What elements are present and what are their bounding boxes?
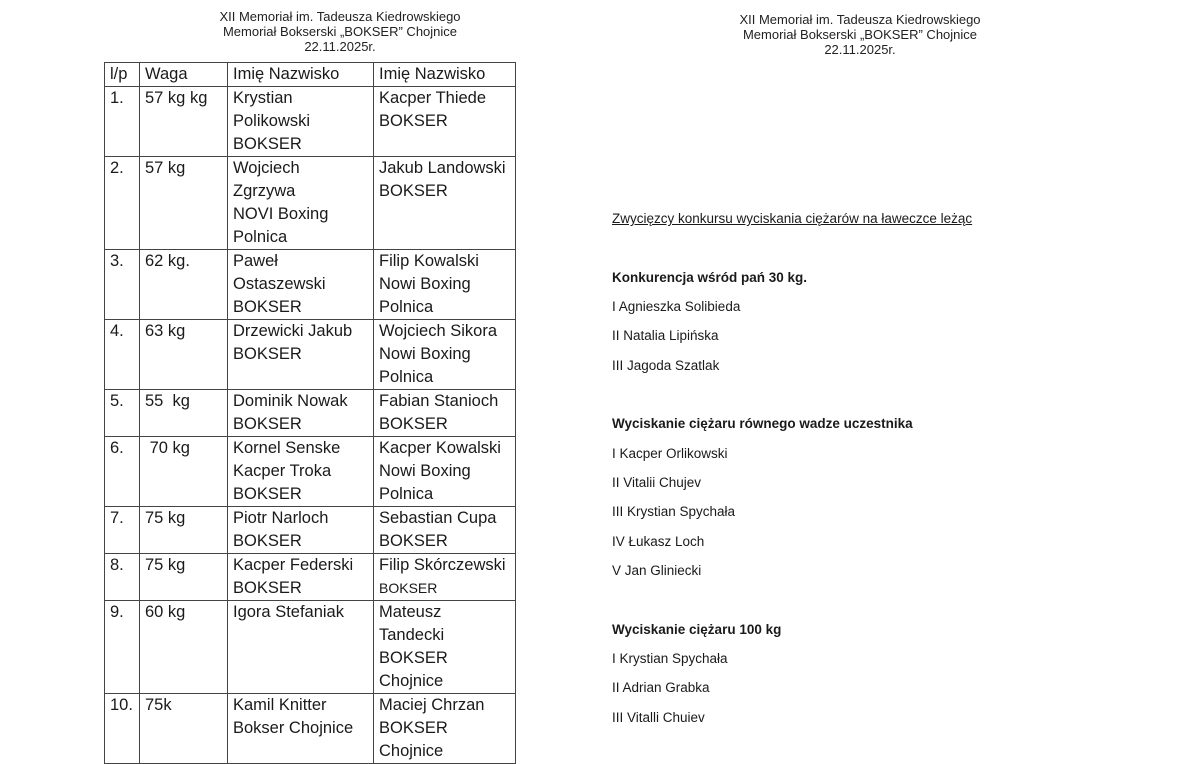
cell-line: NOVI Boxing [233, 205, 329, 223]
cell-line: Kacper Thiede [379, 89, 487, 107]
cell-line: Igora Stefaniak [233, 603, 344, 621]
group-title-bodyweight: Wyciskanie ciężaru równego wadze uczestnika [612, 416, 913, 431]
cell-line: BOKSER [233, 485, 302, 503]
cell-line: Nowi Boxing [379, 462, 471, 480]
header-lp: l/p [105, 63, 140, 87]
cell-boxer-1 [228, 390, 374, 437]
cell-boxer-1 [228, 507, 374, 554]
winner-item: I Krystian Spychała [612, 651, 728, 666]
header-name-1: Imię Nazwisko [228, 63, 374, 87]
cell-lp: 5. [105, 390, 140, 437]
cell-boxer-2 [374, 507, 516, 554]
cell-line: Wojciech [233, 159, 300, 177]
cell-lp: 10. [105, 694, 140, 764]
cell-line: Chojnice [379, 742, 444, 760]
cell-boxer-1 [228, 157, 374, 250]
table-row [105, 87, 516, 157]
table-row [105, 320, 516, 390]
cell-boxer-2 [374, 601, 516, 694]
winner-item: III Jagoda Szatlak [612, 358, 720, 373]
winner-item: I Kacper Orlikowski [612, 446, 728, 461]
cell-line: BOKSER [233, 415, 302, 433]
heading-subtitle: Memoriał Bokserski „BOKSER” Chojnice [222, 24, 458, 39]
cell-line: Maciej Chrzan [379, 696, 485, 714]
winner-item: IV Łukasz Loch [612, 534, 705, 549]
cell-line: Kacper Kowalski [379, 439, 501, 457]
cell-line: Drzewicki Jakub [233, 322, 353, 340]
cell-boxer-2 [374, 157, 516, 250]
cell-line: Chojnice [379, 672, 444, 690]
winner-item: II Adrian Grabka [612, 680, 710, 695]
cell-boxer-2 [374, 390, 516, 437]
table-row [105, 250, 516, 320]
cell-line: Kacper Federski [233, 556, 354, 574]
cell-waga: 75k [140, 694, 228, 764]
cell-line: Polnica [233, 228, 288, 246]
cell-boxer-1 [228, 601, 374, 694]
heading-title: XII Memoriał im. Tadeusza Kiedrowskiego [739, 12, 981, 27]
group-title-100kg: Wyciskanie ciężaru 100 kg [612, 622, 782, 637]
table-row [105, 507, 516, 554]
header-waga: Waga [140, 63, 228, 87]
cell-boxer-2 [374, 250, 516, 320]
winner-item: III Vitalli Chuiev [612, 710, 705, 725]
cell-lp: 3. [105, 250, 140, 320]
cell-waga: 70 kg [140, 437, 228, 507]
cell-line: Polikowski [233, 112, 311, 130]
left-page-heading [160, 9, 520, 54]
cell-boxer-2 [374, 437, 516, 507]
cell-line: BOKSER [233, 135, 302, 153]
cell-boxer-1 [228, 694, 374, 764]
cell-line: BOKSER [233, 532, 302, 550]
cell-line: Mateusz [379, 603, 442, 621]
cell-lp: 6. [105, 437, 140, 507]
cell-boxer-2 [374, 694, 516, 764]
cell-boxer-2 [374, 554, 516, 601]
cell-boxer-2 [374, 87, 516, 157]
heading-date: 22.11.2025r. [304, 39, 376, 54]
cell-line: Polnica [379, 298, 434, 316]
right-page-heading [680, 12, 1040, 57]
cell-boxer-2 [374, 320, 516, 390]
cell-waga: 55 kg [140, 390, 228, 437]
winner-item: II Natalia Lipińska [612, 328, 719, 343]
cell-line: Sebastian Cupa [379, 509, 497, 527]
cell-boxer-1 [228, 250, 374, 320]
table-row [105, 157, 516, 250]
cell-line: BOKSER [379, 182, 448, 200]
cell-line: BOKSER [379, 532, 448, 550]
header-name-2: Imię Nazwisko [374, 63, 516, 87]
table-row [105, 694, 516, 764]
cell-line: Kamil Knitter [233, 696, 327, 714]
winner-item: I Agnieszka Solibieda [612, 299, 741, 314]
cell-boxer-1 [228, 437, 374, 507]
cell-line: Piotr Narloch [233, 509, 329, 527]
heading-subtitle: Memoriał Bokserski „BOKSER” Chojnice [742, 27, 978, 42]
cell-line: Bokser Chojnice [233, 719, 354, 737]
cell-waga: 57 kg kg [140, 87, 228, 157]
cell-line: Zgrzywa [233, 182, 296, 200]
cell-boxer-1 [228, 554, 374, 601]
cell-line: Nowi Boxing [379, 275, 471, 293]
cell-line: BOKSER [233, 345, 302, 363]
cell-line: Dominik Nowak [233, 392, 348, 410]
cell-waga: 75 kg [140, 507, 228, 554]
cell-line: Filip Kowalski [379, 252, 479, 270]
heading-title: XII Memoriał im. Tadeusza Kiedrowskiego [219, 9, 461, 24]
group-title-women-30kg: Konkurencja wśród pań 30 kg. [612, 270, 808, 285]
winner-item: III Krystian Spychała [612, 504, 736, 519]
cell-line: BOKSER [379, 580, 438, 596]
cell-boxer-1 [228, 87, 374, 157]
table-row [105, 601, 516, 694]
cell-line: Wojciech Sikora [379, 322, 497, 340]
cell-line: Krystian [233, 89, 293, 107]
cell-line: Ostaszewski [233, 275, 326, 293]
cell-line: Polnica [379, 368, 434, 386]
cell-lp: 2. [105, 157, 140, 250]
cell-lp: 7. [105, 507, 140, 554]
table-body [105, 87, 516, 764]
cell-lp: 1. [105, 87, 140, 157]
cell-line: Nowi Boxing [379, 345, 471, 363]
cell-line: Kornel Senske [233, 439, 341, 457]
heading-date: 22.11.2025r. [824, 42, 896, 57]
cell-waga: 63 kg [140, 320, 228, 390]
cell-boxer-1 [228, 320, 374, 390]
cell-line: BOKSER [379, 649, 448, 667]
cell-line: Tandecki [379, 626, 445, 644]
cell-lp: 8. [105, 554, 140, 601]
cell-waga: 62 kg. [140, 250, 228, 320]
cell-waga: 60 kg [140, 601, 228, 694]
cell-line: Filip Skórczewski [379, 556, 506, 574]
table-header-row [105, 63, 516, 87]
cell-line: Fabian Stanioch [379, 392, 499, 410]
winner-item: II Vitalii Chujev [612, 475, 702, 490]
cell-line: BOKSER [233, 579, 302, 597]
cell-line: BOKSER [379, 415, 448, 433]
cell-line: BOKSER [379, 112, 448, 130]
cell-line: Polnica [379, 485, 434, 503]
cell-line: BOKSER [233, 298, 302, 316]
cell-line: Paweł [233, 252, 278, 270]
cell-lp: 4. [105, 320, 140, 390]
bouts-table [104, 62, 516, 764]
winner-item: V Jan Gliniecki [612, 563, 702, 578]
table-row [105, 437, 516, 507]
table-row [105, 390, 516, 437]
cell-line: Kacper Troka [233, 462, 332, 480]
cell-line: BOKSER [379, 719, 448, 737]
cell-waga: 75 kg [140, 554, 228, 601]
table-row [105, 554, 516, 601]
winners-section-title: Zwycięzcy konkursu wyciskania ciężarów na ławeczce leżąc [612, 211, 973, 226]
cell-waga: 57 kg [140, 157, 228, 250]
cell-lp: 9. [105, 601, 140, 694]
cell-line: Jakub Landowski [379, 159, 506, 177]
